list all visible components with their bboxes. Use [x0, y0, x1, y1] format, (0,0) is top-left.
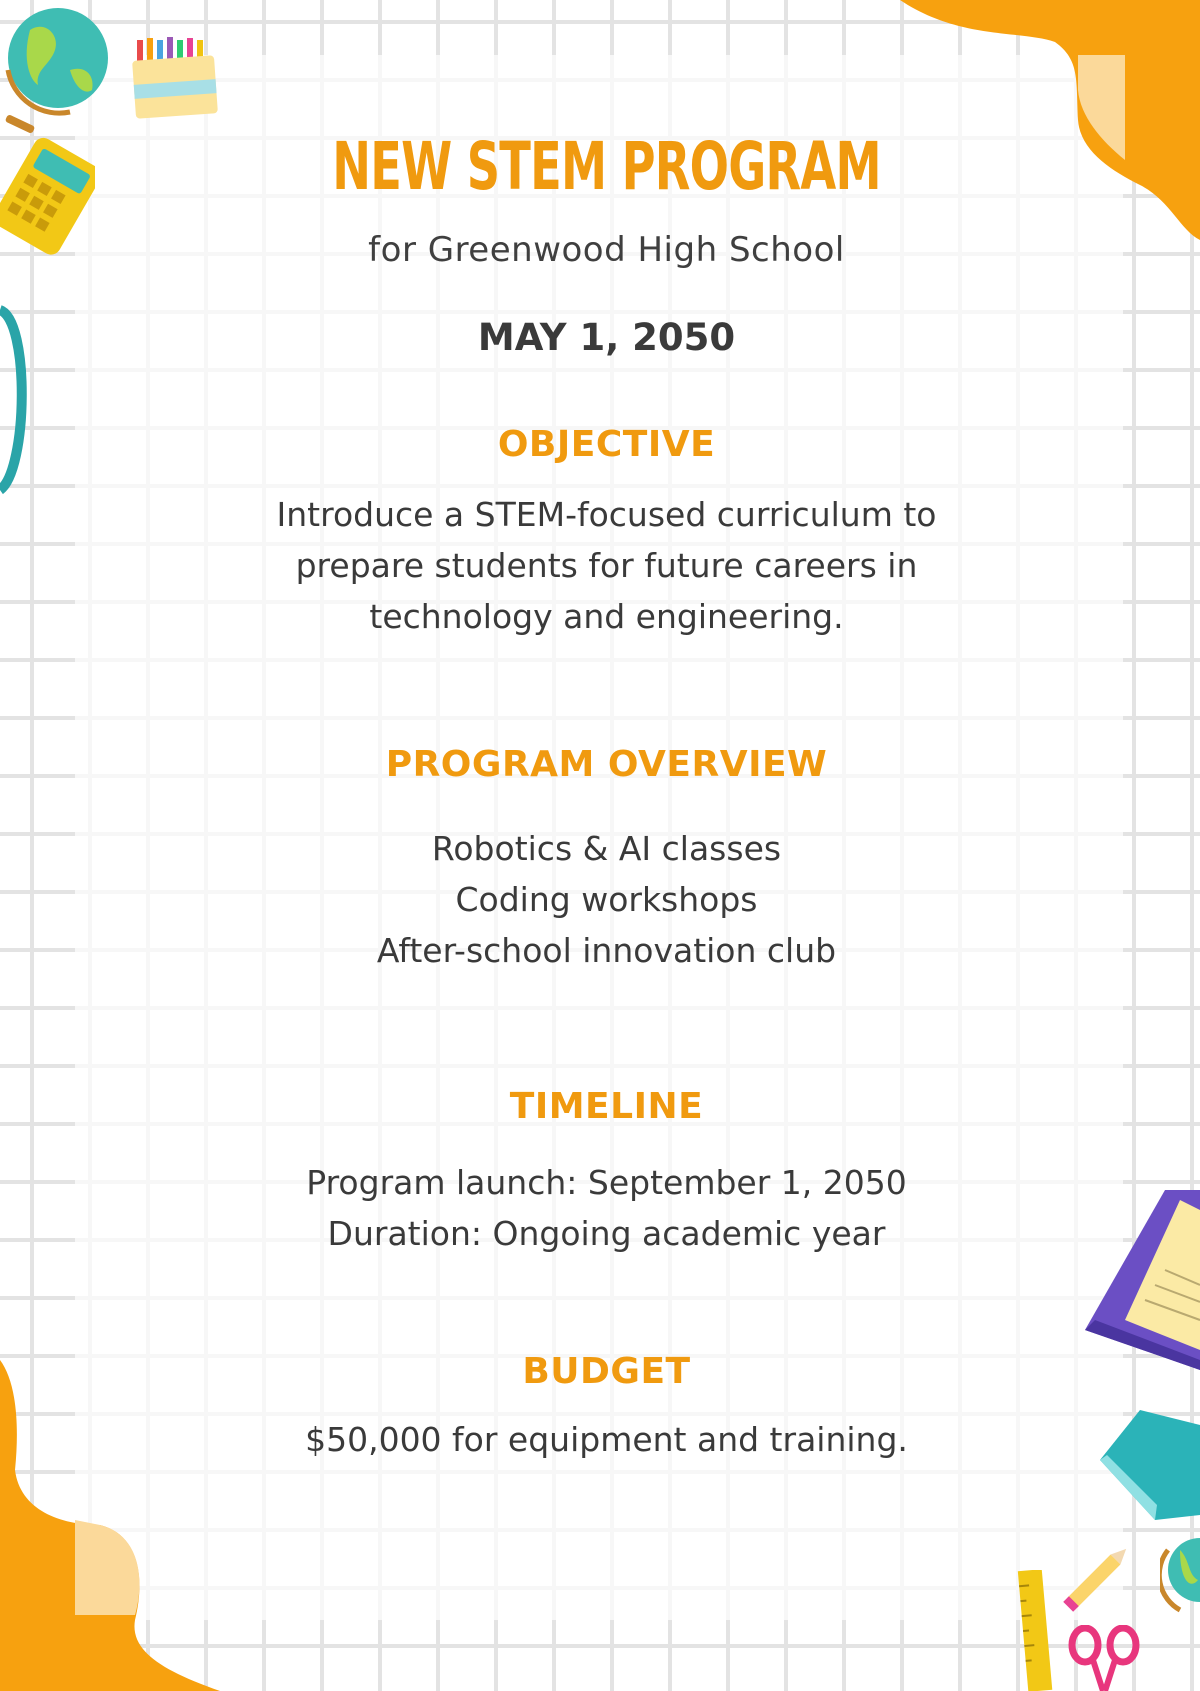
- overview-item: After-school innovation club: [376, 931, 837, 970]
- overview-list: [0, 823, 1200, 976]
- orange-corner-blob-bottom-left: [0, 1360, 300, 1691]
- timeline-heading: TIMELINE: [509, 1086, 704, 1127]
- crayon-box-icon: [132, 30, 222, 122]
- overview-item: Coding workshops: [455, 880, 758, 919]
- document-date: MAY 1, 2050: [477, 316, 736, 359]
- timeline-line: Program launch: September 1, 2050: [306, 1163, 907, 1202]
- orange-corner-blob-top-right: [880, 0, 1200, 250]
- page-subtitle: for Greenwood High School: [368, 230, 845, 270]
- overview-heading: PROGRAM OVERVIEW: [385, 744, 828, 785]
- objective-line: prepare students for future careers in: [295, 546, 918, 585]
- budget-text: [0, 1414, 1200, 1465]
- objective-heading: OBJECTIVE: [497, 424, 716, 465]
- small-globe-icon: [1160, 1520, 1200, 1630]
- ruler-icon: [1015, 1570, 1055, 1691]
- scissors-icon: [1065, 1625, 1145, 1691]
- timeline-text: [0, 1157, 1200, 1259]
- objective-line: technology and engineering.: [369, 597, 844, 636]
- globe-icon: [0, 0, 115, 140]
- objective-text: [0, 489, 1200, 642]
- objective-line: Introduce a STEM-focused curriculum to: [276, 495, 937, 534]
- budget-line: $50,000 for equipment and training.: [305, 1420, 908, 1459]
- pencil-icon: [1055, 1530, 1145, 1620]
- overview-item: Robotics & AI classes: [431, 829, 782, 868]
- page-title: NEW STEM PROGRAM: [332, 128, 881, 205]
- timeline-line: Duration: Ongoing academic year: [327, 1214, 886, 1253]
- budget-heading: BUDGET: [522, 1351, 691, 1392]
